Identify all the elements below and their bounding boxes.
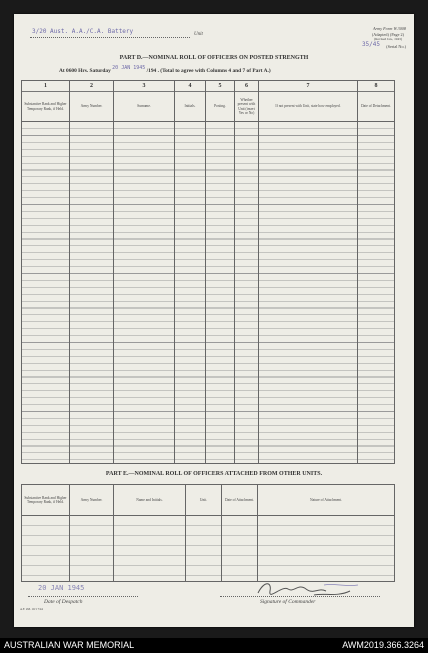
- at-suffix: /194 . (Total to agree with Columns 4 and 7 of Part A.): [146, 68, 271, 74]
- watermark-left: AUSTRALIAN WAR MEMORIAL: [4, 640, 135, 650]
- part-d-column-header: Army Number.: [80, 104, 103, 109]
- part-d-column: [259, 81, 358, 463]
- part-d-column-header: Substantive Rank and Higher Temporary Rank, if Held.: [24, 102, 67, 111]
- part-e-column-header: Army Number.: [80, 497, 103, 502]
- part-e-column: [186, 485, 222, 581]
- signature-label: Signature of Commander: [260, 599, 316, 605]
- part-d-column-number: 3: [142, 83, 146, 89]
- part-e-column: [258, 485, 394, 581]
- part-d-column-header: Initials.: [184, 104, 196, 109]
- unit-name: 3/20 Aust. A.A./C.A. Battery: [32, 28, 134, 35]
- part-d-table: [21, 80, 395, 464]
- part-d-column: [235, 81, 259, 463]
- part-d-column-header: Date of Detachment.: [361, 104, 391, 109]
- serial-value: 35/45: [361, 41, 380, 48]
- form-line-1: Army Form W.3008: [373, 26, 406, 31]
- part-d-title: PART D.—NOMINAL ROLL OF OFFICERS ON POSTED STRENGTH: [119, 55, 309, 61]
- despatch-stamp: 20 JAN 1945: [38, 584, 85, 592]
- part-e-column-header: Unit.: [199, 497, 208, 502]
- unit-underline: [30, 37, 190, 38]
- form-line-3: (Revised Jan., 1943): [374, 37, 402, 41]
- part-d-column: [22, 81, 70, 463]
- part-e-column-header: Nature of Attachment.: [309, 497, 343, 502]
- part-d-column-header: Surname.: [137, 104, 151, 109]
- watermark-bar: [0, 638, 428, 653]
- despatch-label: Date of Despatch: [44, 599, 83, 605]
- part-e-table: [21, 484, 395, 582]
- part-d-column-header: If not present with Unit, state how employed.: [275, 104, 341, 109]
- part-e-column: [70, 485, 114, 581]
- date-stamp: 20 JAN 1945: [112, 65, 146, 71]
- part-d-column-header: Whether present with Unit (insert Yes or No): [237, 97, 256, 115]
- part-d-column: [358, 81, 394, 463]
- part-e-column: [114, 485, 186, 581]
- signature-scribble-icon: [254, 579, 364, 601]
- despatch-line: [28, 596, 138, 597]
- part-e-column: [22, 485, 70, 581]
- part-d-column-number: 4: [188, 83, 192, 89]
- part-d-column: [114, 81, 175, 463]
- part-d-column-number: 5: [218, 83, 222, 89]
- part-e-title: PART E.—NOMINAL ROLL OF OFFICERS ATTACHED FROM OTHER UNITS.: [105, 471, 323, 477]
- part-d-column: [175, 81, 206, 463]
- form-line-2: (Adapted) (Page 2): [371, 32, 404, 37]
- part-e-column-header: Substantive Rank and Higher Temporary Rank, if Held.: [24, 495, 67, 504]
- part-d-column-number: 7: [306, 83, 310, 89]
- part-d-column-number: 6: [245, 83, 248, 89]
- part-d-column-header: Posting.: [214, 104, 226, 109]
- serial-label: (Serial No.): [386, 44, 406, 49]
- part-e-column-header: Date of Attachment.: [224, 497, 255, 502]
- part-d-column: [70, 81, 114, 463]
- part-d-column: [206, 81, 235, 463]
- unit-label: Unit: [194, 32, 203, 37]
- part-e-column: [222, 485, 258, 581]
- part-d-column-number: 1: [44, 83, 47, 89]
- signature-line: [220, 596, 380, 597]
- part-d-column-number: 2: [90, 83, 93, 89]
- form-sheet: [14, 14, 414, 627]
- at-prefix: At 0600 Hrs. Saturday: [59, 68, 111, 74]
- part-d-column-number: 8: [374, 83, 378, 89]
- part-e-column-header: Name and Initials.: [136, 497, 163, 502]
- part-d-at-line: [59, 65, 271, 74]
- print-code: A.F. 2M. 10/1 7/44: [20, 607, 43, 611]
- signature-mark: [254, 579, 364, 601]
- watermark-right: AWM2019.366.3264: [342, 640, 424, 650]
